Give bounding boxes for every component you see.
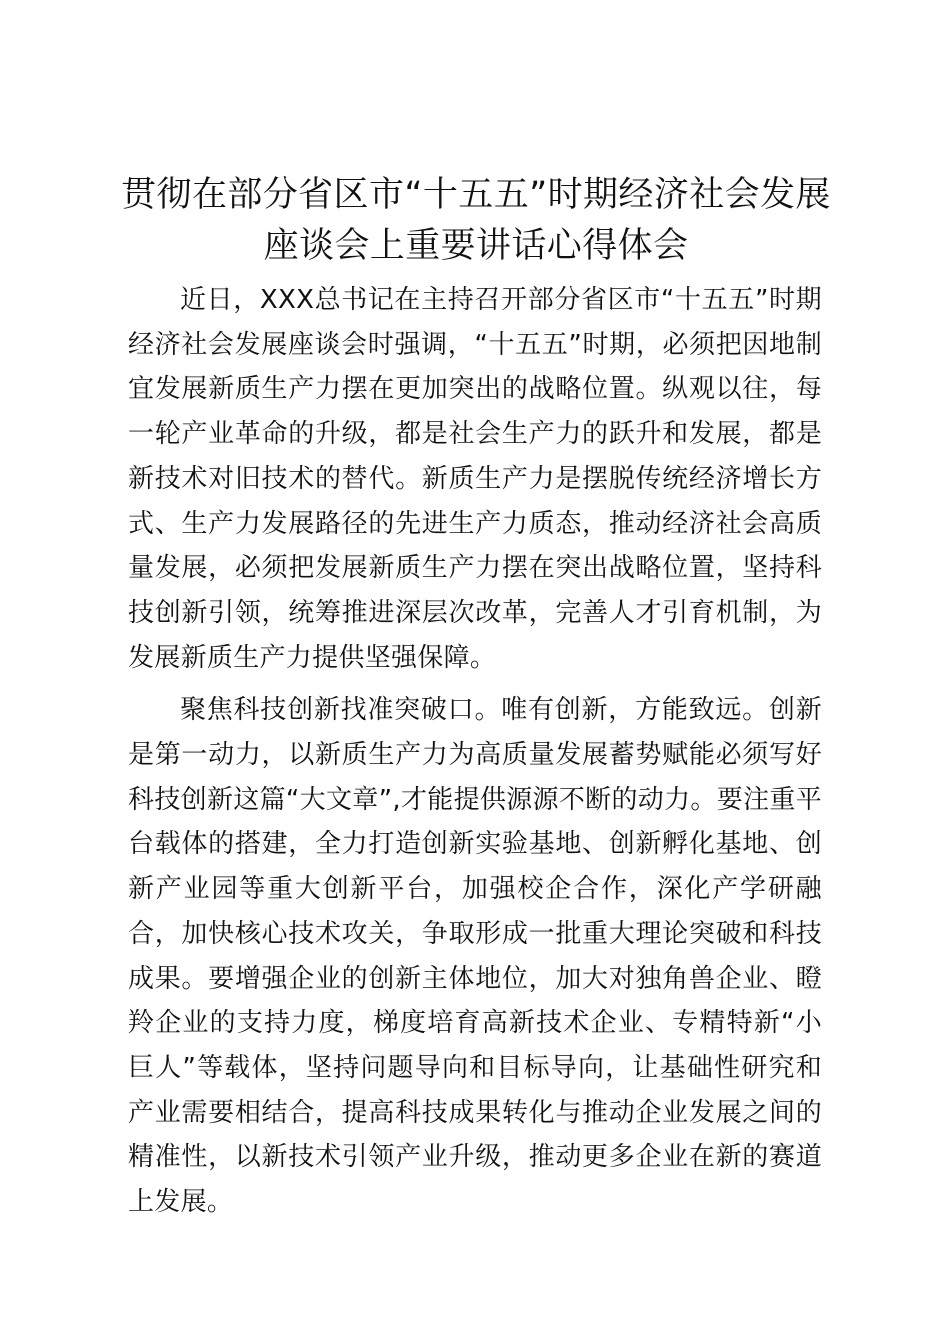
paragraph-intro: 近日，XXX总书记在主持召开部分省区市“十五五”时期经济社会发展座谈会时强调，“十五五”时期，必须把因地制宜发展新质生产力摆在更加突出的战略位置。纵观以往，每一轮产业革命的升级，都是社会生产力的跃升和发展，都是新技术对旧技术的替代。新质生产力是摆脱传统经济增长方式、生产力发展路径的先进生产力质态，推动经济社会高质量发展，必须把发展新质生产力摆在突出战略位置，坚持科技创新引领，统筹推进深层次改革，完善人才引育机制，为发展新质生产力提供坚强保障。 xyxy=(128,285,822,673)
document-body xyxy=(128,278,822,1225)
paragraph-tech-innovation: 聚焦科技创新找准突破口。唯有创新，方能致远。创新是第一动力，以新质生产力为高质量发展蓄势赋能必须写好科技创新这篇“大文章”,才能提供源源不断的动力。要注重平台载体的搭建，全力打造创新实验基地、创新孵化基地、创新产业园等重大创新平台，加强校企合作，深化产学研融合，加快核心技术攻关，争取形成一批重大理论突破和科技成果。要增强企业的创新主体地位，加大对独角兽企业、瞪羚企业的支持力度，梯度培育高新技术企业、专精特新“小巨人”等载体，坚持问题导向和目标导向，让基础性研究和产业需要相结合，提高科技成果转化与推动企业发展之间的精准性，以新技术引领产业升级，推动更多企业在新的赛道上发展。 xyxy=(128,695,822,1218)
document-title: 贯彻在部分省区市“十五五”时期经济社会发展座谈会上重要讲话心得体会 xyxy=(121,175,831,266)
